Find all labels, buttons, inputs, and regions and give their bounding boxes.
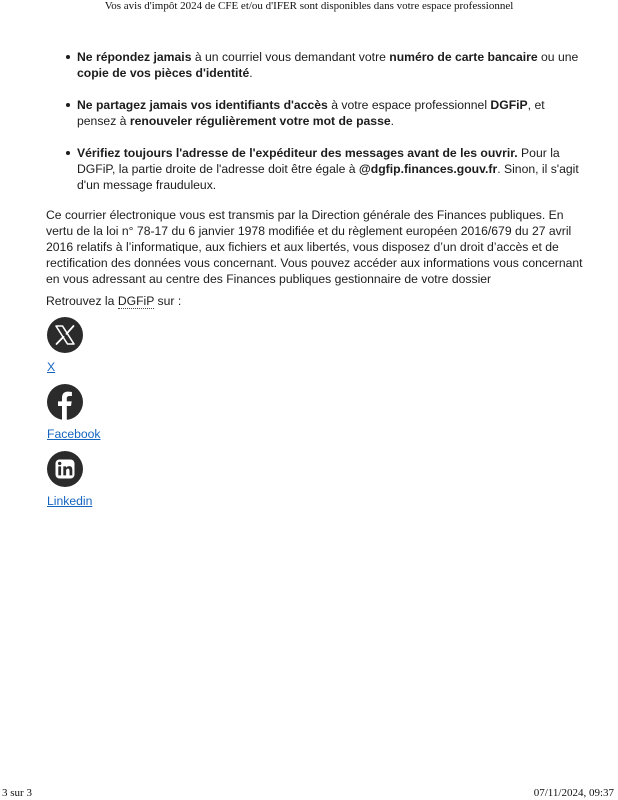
tip-emphasis: Ne partagez jamais vos identifiants d'accès: [77, 98, 328, 112]
security-tip: [77, 145, 586, 193]
x-icon-link[interactable]: [46, 317, 586, 353]
facebook-icon: [47, 384, 83, 420]
tip-text: , et pensez à: [77, 98, 545, 128]
tip-emphasis: numéro de carte bancaire: [389, 50, 538, 64]
follow-prefix: Retrouvez la: [46, 294, 118, 308]
facebook-icon-link[interactable]: [46, 384, 586, 420]
tip-text: à un courriel vous demandant votre: [191, 50, 390, 64]
tip-emphasis: Vérifiez toujours l'adresse de l'expéditeur des messages avant de les ouvrir.: [77, 146, 518, 160]
security-tips-list: [46, 49, 586, 193]
email-body: [46, 49, 586, 518]
tip-text: . Sinon, il s'agit d'un message frauduleux.: [77, 162, 579, 192]
social-item-facebook: [46, 384, 586, 451]
tip-text: .: [249, 66, 253, 80]
tip-text: Pour la DGFiP, la partie droite de l'adresse doit être égale à: [77, 146, 560, 176]
print-footer-datetime: 07/11/2024, 09:37: [533, 787, 614, 799]
social-item-x: [46, 317, 586, 384]
legal-notice: Ce courrier électronique vous est transmis par la Direction générale des Finances publiques. En vertu de la loi n° 78-17 du 6 janvier 1978 modifiée et du règlement européen 2016/679 du 27 avril 2016 relatifs à l’informatique, aux fichiers et aux libertés, vous disposez d’un droit d’accès et de rectification des données vous concernant. Vous pouvez accéder aux informations vous concernant en vous adressant au centre des Finances publiques gestionnaire de votre dossier: [46, 208, 583, 286]
tip-text: ou une: [537, 50, 579, 64]
tip-emphasis: Ne répondez jamais: [77, 50, 192, 64]
social-item-linkedin: [46, 451, 586, 518]
tip-emphasis: renouveler régulièrement votre mot de passe: [129, 114, 391, 128]
social-links: [46, 317, 586, 518]
follow-suffix: sur :: [154, 294, 182, 308]
tip-emphasis: @dgfip.finances.gouv.fr: [358, 162, 498, 176]
print-footer-page: 3 sur 3: [2, 787, 32, 799]
tip-emphasis: DGFiP: [490, 98, 528, 112]
follow-dgfip-text: [46, 293, 586, 309]
print-header-title: Vos avis d'impôt 2024 de CFE et/ou d'IFER sont disponibles dans votre espace professionnel: [104, 0, 514, 12]
x-icon: [47, 317, 83, 353]
linkedin-icon-link[interactable]: [46, 451, 586, 487]
linkedin-link[interactable]: Linkedin: [47, 494, 93, 508]
x-link[interactable]: X: [47, 360, 56, 374]
dgfip-abbr: DGFiP: [117, 294, 155, 308]
tip-text: à votre espace professionnel: [327, 98, 491, 112]
security-tip: [77, 49, 586, 81]
tip-emphasis: copie de vos pièces d'identité: [77, 66, 250, 80]
facebook-link[interactable]: Facebook: [47, 427, 101, 441]
tip-text: .: [390, 114, 395, 128]
security-tip: [77, 97, 586, 129]
linkedin-icon: [47, 451, 83, 487]
